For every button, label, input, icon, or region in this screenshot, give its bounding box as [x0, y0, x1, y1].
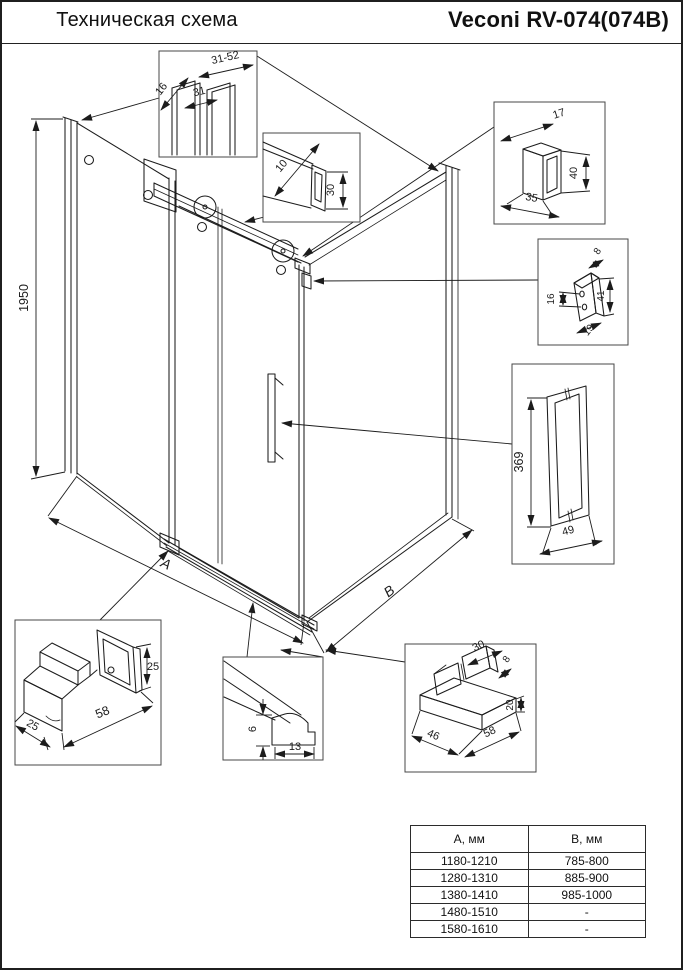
dim-width: 19 [581, 322, 597, 339]
detail-box-guide-block [15, 620, 161, 765]
detail-box-wall-profile [159, 51, 257, 157]
dim-height: 25 [146, 661, 160, 673]
dim-length: 58 [93, 703, 112, 722]
cell-a: 1280-1310 [411, 870, 529, 887]
dim-inner-width: 31 [192, 84, 207, 100]
dim-top-width: 30 [470, 638, 487, 655]
table-row [411, 870, 646, 887]
dim-height: 20 [505, 699, 516, 711]
dim-hole-spacing: 16 [546, 293, 557, 305]
dim-depth: 35 [524, 191, 539, 206]
dim-width-A: A [158, 554, 174, 573]
dim-height: 40 [568, 166, 580, 180]
size-table-header-row [411, 826, 646, 853]
dim-height-1950: 1950 [17, 284, 31, 312]
guide-wheel [198, 223, 207, 232]
table-row [411, 853, 646, 870]
table-row [411, 921, 646, 938]
cell-a: 1380-1410 [411, 887, 529, 904]
main-dimensions [17, 119, 474, 653]
glass-hole [144, 191, 153, 200]
dim-width-range: 31-52 [210, 49, 241, 68]
dim-thickness: 8 [591, 246, 605, 257]
cell-b: 985-1000 [528, 887, 646, 904]
size-table-header-b: В, мм [528, 826, 646, 853]
cell-a: 1580-1610 [411, 921, 529, 938]
detail-box-rail-bracket [494, 102, 605, 224]
cell-a: 1480-1510 [411, 904, 529, 921]
glass-hole [85, 156, 94, 165]
dim-depth: 25 [24, 717, 41, 734]
dim-depth-B: B [380, 581, 398, 601]
guide-wheel [277, 266, 286, 275]
left-wall-profile [63, 117, 78, 474]
cell-b: - [528, 921, 646, 938]
cell-b: - [528, 904, 646, 921]
sheet-title: Техническая схема [56, 9, 238, 31]
dim-width: 17 [551, 106, 567, 122]
dim-depth: 46 [425, 727, 442, 744]
enclosure-isometric [63, 117, 460, 635]
dim-depth: 16 [153, 80, 171, 98]
corner-clip [302, 273, 311, 289]
table-row [411, 904, 646, 921]
cell-a: 1180-1210 [411, 853, 529, 870]
dim-length: 58 [481, 724, 498, 741]
cell-b: 785-800 [528, 853, 646, 870]
dim-height: 30 [325, 183, 337, 197]
rail-end-cap [295, 258, 310, 274]
side-fixed-glass [305, 163, 460, 622]
dim-lip: 8 [500, 654, 514, 665]
size-table-header-a: А, мм [411, 826, 529, 853]
dim-depth: 49 [560, 523, 576, 539]
model-title: Veconi RV-074(074B) [447, 7, 669, 32]
dim-thickness: 10 [273, 157, 291, 175]
dim-width: 13 [288, 741, 302, 753]
dim-height: 41 [596, 290, 607, 302]
door-handle [268, 374, 283, 462]
roller [194, 196, 216, 218]
dim-height: 6 [247, 725, 259, 733]
cell-b: 885-900 [528, 870, 646, 887]
dim-length: 369 [512, 451, 526, 473]
table-row [411, 887, 646, 904]
size-table [410, 825, 646, 938]
